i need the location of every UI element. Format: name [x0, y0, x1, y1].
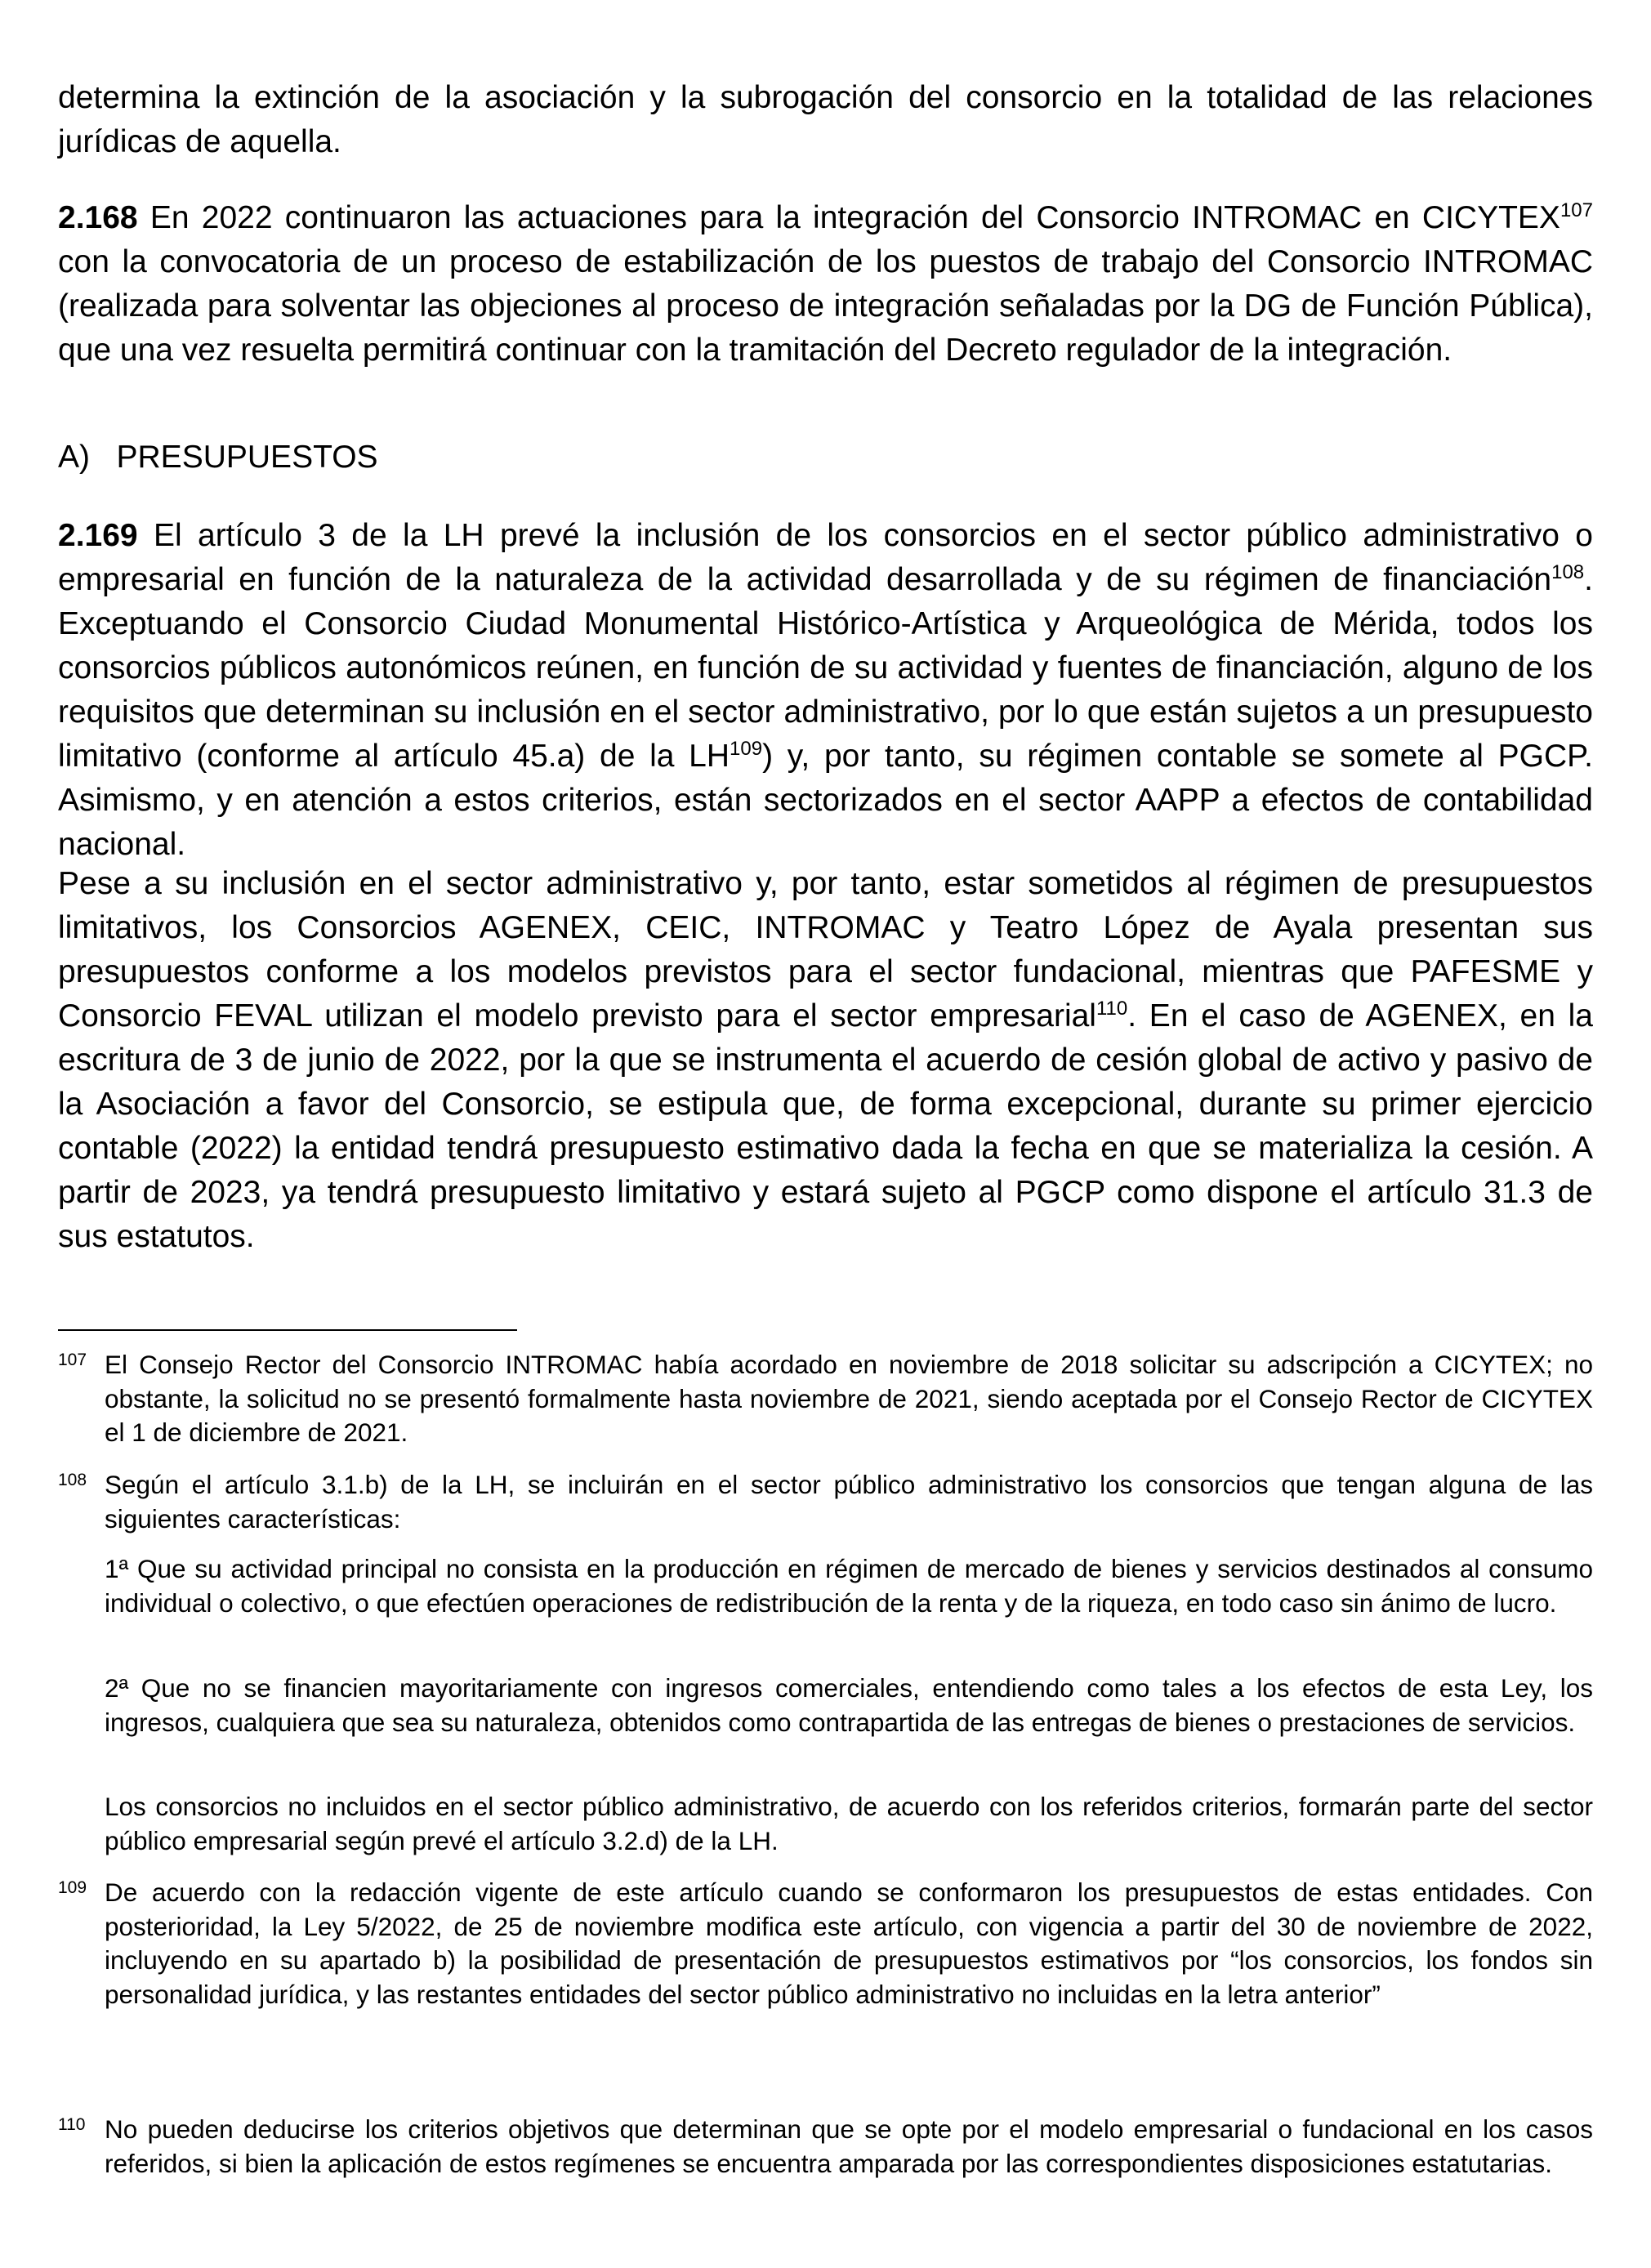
footnote-number: 108	[58, 1471, 87, 1489]
footnote-ref-110[interactable]: 110	[1095, 998, 1128, 1020]
paragraph-text: determina la extinción de la asociación y la subrogación del consorcio en la totalidad de las relaciones jurídicas de aquella.	[58, 80, 1593, 159]
footnote-number: 109	[58, 1878, 87, 1897]
footnote-108	[58, 1468, 1593, 1536]
heading-text: A) PRESUPUESTOS	[58, 440, 378, 475]
footnote-text: Los consorcios no incluidos en el sector público administrativo, de acuerdo con los referidos criterios, formarán parte del sector público empresarial según prevé el artículo 3.2.d) de la LH.	[105, 1792, 1593, 1855]
footnote-ref-109[interactable]: 109	[730, 738, 763, 760]
footnote-110	[58, 2113, 1593, 2181]
footnote-text: 1ª Que su actividad principal no consista en la producción en régimen de mercado de bienes y servicios destinados al consumo individual o colectivo, o que efectúen operaciones de redistribución de la renta y de la riqueza, en todo caso sin ánimo de lucro.	[105, 1554, 1593, 1618]
footnote-number: 107	[58, 1351, 87, 1369]
paragraph-text: . En el caso de AGENEX, en la escritura de 3 de junio de 2022, por la que se instrumenta el acuerdo de cesión global de activo y pasivo de la Asociación a favor del Consorcio, se estipula que, de forma excepcional, durante su primer ejercicio contable (2022) la entidad tendrá presupuesto estimativo dada la fecha en que se materializa la cesión. A partir de 2023, ya tendrá presupuesto limitativo y estará sujeto al PGCP como dispone el artículo 31.3 de sus estatutos.	[58, 998, 1593, 1254]
paragraph-text: En 2022 continuaron las actuaciones para la integración del Consorcio INTROMAC en CICYTEX	[137, 200, 1560, 235]
paragraph-2-169	[58, 514, 1593, 867]
footnote-text: El Consejo Rector del Consorcio INTROMAC había acordado en noviembre de 2018 solicitar su adscripción a CICYTEX; no obstante, la solicitud no se presentó formalmente hasta noviembre de 2021, siendo aceptada por el Consejo Rector de CICYTEX el 1 de diciembre de 2021.	[105, 1350, 1593, 1447]
footnote-separator	[58, 1329, 517, 1331]
paragraph-text: ) y, por tanto, su régimen contable se somete al PGCP. Asimismo, y en atención a estos criterios, están sectorizados en el sector AAPP a efectos de contabilidad nacional.	[58, 739, 1593, 862]
paragraph-number: 2.168	[58, 200, 138, 235]
footnote-ref-107[interactable]: 107	[1560, 199, 1593, 221]
footnote-107	[58, 1348, 1593, 1450]
footnote-ref-108[interactable]: 108	[1551, 561, 1585, 583]
footnote-number: 110	[58, 2115, 86, 2134]
paragraph-number: 2.169	[58, 518, 138, 553]
paragraph-pese	[58, 862, 1593, 1259]
paragraph-2-168	[58, 196, 1593, 373]
paragraph-text: . Exceptuando el Consorcio Ciudad Monumental Histórico-Artística y Arqueológica de Mérida, todos los consorcios públicos autonómicos reúnen, en función de su actividad y fuentes de financiación, alguno de los requisitos que determinan su inclusión en el sector administrativo, por lo que están sujetos a un presupuesto limitativo (conforme al artículo 45.a) de la LH	[58, 562, 1593, 774]
footnote-text: No pueden deducirse los criterios objetivos que determinan que se opte por el modelo empresarial o fundacional en los casos referidos, si bien la aplicación de estos regímenes se encuentra amparada por las correspondientes disposiciones estatutarias.	[105, 2114, 1593, 2178]
footnote-108-item-1	[58, 1552, 1593, 1620]
footnote-108-item-3	[58, 1790, 1593, 1858]
footnote-text: 2ª Que no se financien mayoritariamente con ingresos comerciales, entendiendo como tales a los efectos de esta Ley, los ingresos, cualquiera que sea su naturaleza, obtenidos como contrapartida de las entregas de bienes o prestaciones de servicios.	[105, 1673, 1593, 1737]
paragraph-text: con la convocatoria de un proceso de estabilización de los puestos de trabajo del Consorcio INTROMAC (realizada para solventar las objeciones al proceso de integración señaladas por la DG de Función Pública), que una vez resuelta permitirá continuar con la tramitación del Decreto regulador de la integración.	[58, 244, 1593, 368]
paragraph-text: El artículo 3 de la LH prevé la inclusión de los consorcios en el sector público administrativo o empresarial en función de la naturaleza de la actividad desarrollada y de su régimen de financiación	[58, 518, 1593, 597]
paragraph-continuation	[58, 76, 1593, 164]
paragraph-text: Pese a su inclusión en el sector administrativo y, por tanto, estar sometidos al régimen de presupuestos limitativos, los Consorcios AGENEX, CEIC, INTROMAC y Teatro López de Ayala presentan sus presupuestos conforme a los modelos previstos para el sector fundacional, mientras que PAFESME y Consorcio FEVAL utilizan el modelo previsto para el sector empresarial	[58, 866, 1593, 1034]
footnote-108-item-2	[58, 1672, 1593, 1739]
footnote-text: De acuerdo con la redacción vigente de este artículo cuando se conformaron los presupuestos de estas entidades. Con posterioridad, la Ley 5/2022, de 25 de noviembre modifica este artículo, con vigencia a partir del 30 de noviembre de 2022, incluyendo en su apartado b) la posibilidad de presentación de presupuestos estimativos por “los consorcios, los fondos sin personalidad jurídica, y las restantes entidades del sector público administrativo no incluidas en la letra anterior”	[105, 1877, 1593, 2009]
footnote-text: Según el artículo 3.1.b) de la LH, se incluirán en el sector público administrativo los consorcios que tengan alguna de las siguientes características:	[105, 1470, 1593, 1534]
footnote-109	[58, 1876, 1593, 2011]
section-heading	[58, 435, 1593, 480]
